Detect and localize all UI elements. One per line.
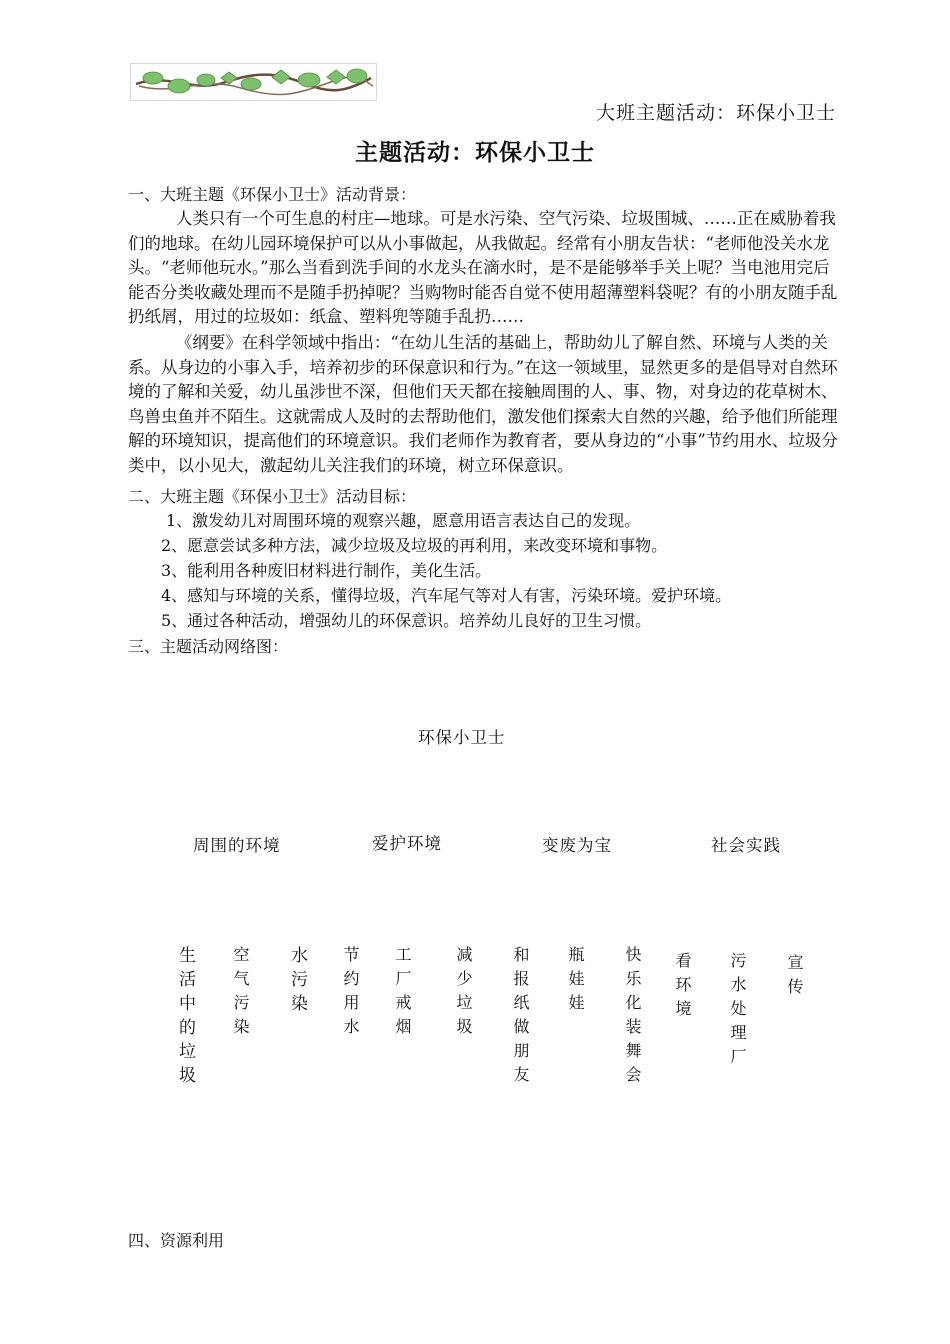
network-leaf-node: 节约用水 — [341, 946, 360, 1042]
page-title: 主题活动：环保小卫士 — [355, 140, 595, 166]
network-leaf-node: 宣传 — [785, 954, 804, 1002]
network-branch-node: 周围的环境 — [193, 836, 281, 855]
network-leaf-node: 减少垃圾 — [454, 946, 473, 1042]
network-branch-node: 变废为宝 — [542, 836, 612, 855]
network-leaf-node: 工厂戒烟 — [393, 946, 412, 1042]
goal-item: 2、愿意尝试多种方法，减少垃圾及垃圾的再利用，来改变环境和事物。 — [161, 536, 668, 555]
network-leaf-node: 看环境 — [673, 952, 692, 1024]
network-leaf-node: 瓶娃娃 — [566, 946, 585, 1018]
background-heading: 一、大班主题《环保小卫士》活动背景： — [128, 185, 417, 204]
network-branch-node: 社会实践 — [711, 836, 781, 855]
background-paragraph-2: 《纲要》在科学领域中指出：“在幼儿生活的基础上，帮助幼儿了解自然、环境与人类的关系。从身边的小事入手，培养初步的环保意识和行为。”在这一领域里，显然更多的是倡导对自然环境的了解和关爱，幼儿虽涉世不深，但他们天天都在接触周围的人、事、物，对身边的花草树木、鸟兽虫鱼并不陌生。这就需成人及时的去帮助他们，激发他们探索大自然的兴趣，给予他们所能理解的环境知识，提高他们的环境意识。我们老师作为教育者，要从身边的“小事”节约用水、垃圾分类中，以小见大，激起幼儿关注我们的环境，树立环保意识。 — [128, 333, 838, 475]
network-center-node: 环保小卫士 — [418, 728, 506, 747]
goal-item: 5、通过各种活动，增强幼儿的环保意识。培养幼儿良好的卫生习惯。 — [161, 611, 652, 630]
background-paragraph-1: 人类只有一个可生息的村庄—地球。可是水污染、空气污染、垃圾围城、……正在威胁着我们的地球。在幼儿园环境保护可以从小事做起，从我做起。经常有小朋友告状：“老师他没关水龙头。“老师他玩水。”那么当看到洗手间的水龙头在滴水时，是不是能够举手关上呢？当电池用完后能否分类收藏处理而不是随手扔掉呢？当购物时能否自觉不使用超薄塑料袋呢？有的小朋友随手乱扔纸屑，用过的垃圾如：纸盒、塑料兜等随手乱扔…… — [128, 209, 838, 326]
vine-decoration-image — [130, 63, 377, 101]
running-header: 大班主题活动：环保小卫士 — [595, 102, 836, 124]
network-leaf-node: 和报纸做朋友 — [511, 946, 530, 1090]
network-leaf-node: 生活中的垃圾 — [175, 946, 195, 1090]
goal-item: 1、激发幼儿对周围环境的观察兴趣，愿意用语言表达自己的发现。 — [166, 511, 641, 530]
goal-item: 4、感知与环境的关系，懂得垃圾，汽车尾气等对人有害，污染环境。爱护环境。 — [161, 586, 732, 605]
network-leaf-node: 污水处理厂 — [728, 952, 747, 1072]
goal-item: 3、能利用各种废旧材料进行制作，美化生活。 — [161, 561, 492, 580]
network-leaf-node: 空气污染 — [231, 946, 250, 1042]
network-leaf-node: 快乐化装舞会 — [623, 946, 642, 1090]
goals-heading: 二、大班主题《环保小卫士》活动目标： — [128, 487, 417, 506]
network-leaf-node: 水污染 — [287, 946, 307, 1018]
network-branch-node: 爱护环境 — [372, 834, 442, 853]
network-heading: 三、主题活动网络图： — [128, 637, 289, 656]
resources-heading: 四、资源利用 — [128, 1231, 225, 1250]
